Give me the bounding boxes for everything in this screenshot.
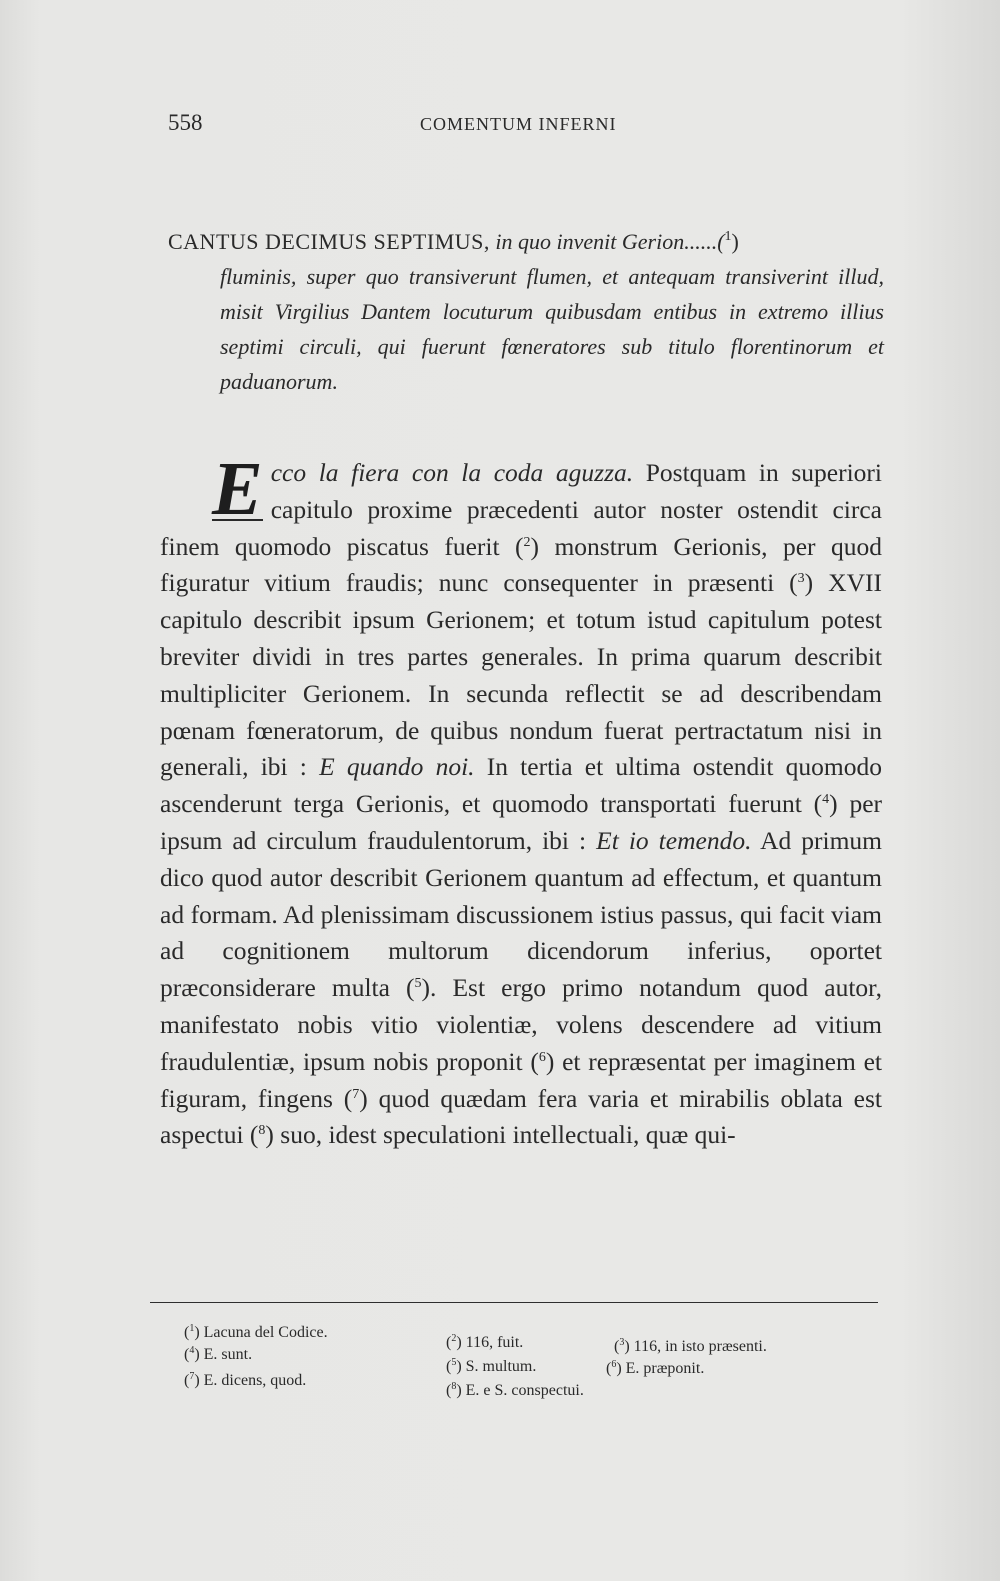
footnote-rule <box>150 1302 878 1303</box>
text-segment: ) monstrum Gerionis, per quod figuratur vitium fraudis; nunc consequenter in præsenti ( <box>160 531 882 598</box>
incipit-quote: cco la fiera con la coda aguzza. <box>270 458 634 487</box>
footnote-item: ($^3$) 116, in isto præsenti. <box>614 1337 767 1355</box>
footnote-ref: 6 <box>538 1049 546 1065</box>
text-segment: ) XVII capitulo describit ipsum Gerionem; et totum istud capitulum potest breviter dividi in tres partes generales. In prima quarum describit multipliciter Gerionem. In secunda reflectit se ad describendam pœnam fœneratorum, de quibus nondum fuerat pertractatum nisi in generali, ibi : <box>160 568 882 782</box>
footnote-ref: 4 <box>822 792 830 808</box>
running-title: COMENTUM INFERNI <box>420 114 617 134</box>
footnote-ref: 7 <box>352 1086 360 1102</box>
text-segment: ). Est ergo primo notandum quod autor, manifestato nobis vitio violentiæ, volens descendere ad vitium fraudulentiæ, ipsum nobis proponit ( <box>160 973 883 1076</box>
commentary-paragraph <box>160 447 883 1154</box>
footnote-item: ($^6$) E. præponit. <box>606 1359 705 1377</box>
canto-heading: CANTUS DECIMUS SEPTIMUS, <box>168 229 490 254</box>
running-head <box>168 110 884 140</box>
footnote-ref: 5 <box>414 976 422 992</box>
rubric-text-rest: fluminis, super quo transiverunt flumen, et antequam transiverint illud, misit Virgilius Dantem locuturum quibusdam entibus in extremo illius septimi circuli, qui fuerunt fœneratores sub titulo florentinorum et paduanorum. <box>220 264 884 394</box>
page-number: 558 <box>168 110 203 135</box>
text-segment: Ad primum dico quod autor describit Gerionem quantum ad effectum, et quantum ad formam. Ad plenissimam discussionem istius passus, qui facit viam ad cognitionem multorum dicendorum inferius, oportet præconsiderare multa ( <box>160 825 882 1003</box>
canto-rubric <box>168 224 884 399</box>
citation: Et io temendo. <box>596 825 752 855</box>
footnote-ref: 1 <box>724 229 732 244</box>
citation: E quando noi. <box>319 752 475 782</box>
footnote-item: ($^5$) S. multum. <box>446 1357 537 1375</box>
text-segment: ) suo, idest speculationi intellectuali, quæ qui- <box>265 1120 736 1150</box>
footnote-ref: 2 <box>523 534 531 550</box>
drop-cap: E <box>212 447 263 531</box>
text-segment: ) per ipsum ad circulum fraudulentorum, ibi : <box>160 789 883 855</box>
footnote-item: ($^2$) 116, fuit. <box>446 1333 524 1351</box>
footnote-item: ($^8$) E. e S. conspectui. <box>446 1381 584 1399</box>
text-segment: In tertia et ultima ostendit quomodo ascenderunt terga Gerionis, et quomodo transportati fuerunt ( <box>160 752 882 819</box>
text-segment: ) et repræsentat per imaginem et figuram, fingens ( <box>160 1046 882 1113</box>
footnote-item: ($^7$) E. dicens, quod. <box>184 1371 307 1389</box>
footnote-ref: 8 <box>258 1123 266 1139</box>
footnote-ref: 3 <box>797 571 805 587</box>
footnote-item: ($^1$) Lacuna del Codice. <box>184 1323 328 1341</box>
rubric-paren: ) <box>731 229 739 254</box>
footnote-item: ($^4$) E. sunt. <box>184 1345 253 1363</box>
text-segment: Postquam in superiori capitulo proxime præcedenti autor noster ostendit circa finem quomodo piscatus fuerit ( <box>160 458 882 561</box>
text-segment: ) quod quædam fera varia et mirabilis oblata est aspectui ( <box>160 1083 882 1150</box>
rubric-text-first: in quo invenit Gerion......( <box>495 229 725 254</box>
